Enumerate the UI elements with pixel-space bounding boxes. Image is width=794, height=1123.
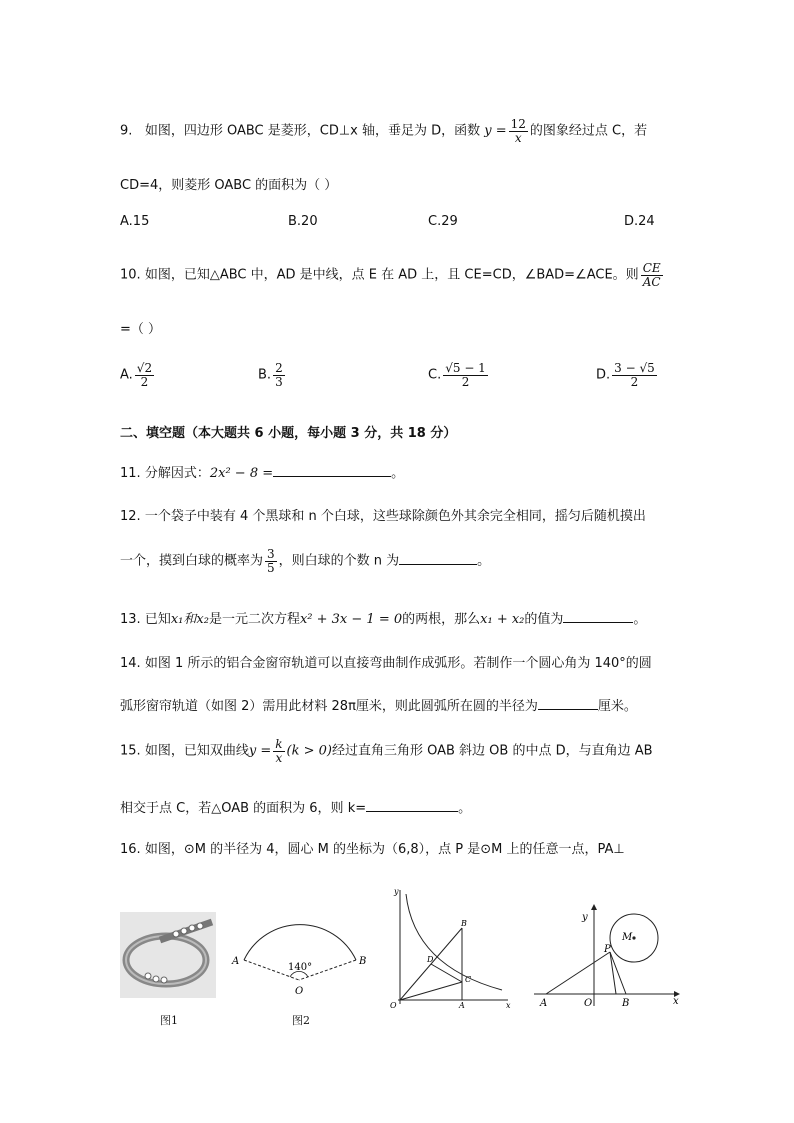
q11-expression: 2x² − 8 = bbox=[209, 466, 274, 481]
q15-answer-blank[interactable] bbox=[366, 799, 458, 812]
q13-text-d: 的值为 bbox=[524, 612, 564, 627]
q9-option-b: B.20 bbox=[288, 214, 318, 229]
q9-frac-num: 12 bbox=[510, 117, 526, 131]
section-heading: 二、填空题（本大题共 6 小题，每小题 3 分，共 18 分） bbox=[120, 426, 457, 441]
q9-line1 bbox=[120, 118, 647, 144]
figure3-label-D: D bbox=[427, 955, 434, 964]
figure3-label-C: C bbox=[465, 975, 472, 984]
q10-opt-c-label: C. bbox=[428, 367, 442, 383]
figure4-x-axis-label: x bbox=[673, 996, 679, 1007]
q14-text-line1: 如图 1 所示的铝合金窗帘轨道可以直接弯曲制作成弧形。若制作一个圆心角为 140°的圆 bbox=[144, 656, 652, 671]
figure4-y-axis-label: y bbox=[582, 912, 588, 923]
q9-fraction bbox=[509, 118, 528, 144]
figure3-label-O: O bbox=[390, 1001, 397, 1010]
q10-opt-c-den: 2 bbox=[461, 374, 470, 389]
q12-answer-blank[interactable] bbox=[399, 552, 477, 565]
q14-end: 厘米。 bbox=[597, 699, 637, 714]
q11 bbox=[120, 462, 404, 481]
figure4-label-O: O bbox=[584, 998, 593, 1009]
q12-number: 12. bbox=[120, 509, 141, 524]
q10-opt-a-num: √2 bbox=[136, 361, 153, 375]
q12-text-b: ，则白球的个数 n 为 bbox=[278, 553, 400, 569]
figure2-angle-label: 140° bbox=[288, 962, 313, 973]
q15-condition: (k > 0) bbox=[286, 743, 332, 759]
figure1-caption: 图1 bbox=[160, 1014, 178, 1027]
q13-number: 13. bbox=[120, 612, 141, 627]
q13 bbox=[120, 608, 646, 627]
q15-number: 15. bbox=[120, 743, 141, 759]
q14-number: 14. bbox=[120, 656, 141, 671]
q9-number: 9. bbox=[120, 123, 133, 139]
figure3-x-axis-label: x bbox=[506, 1001, 511, 1010]
q10-opt-d-den: 2 bbox=[630, 374, 639, 389]
q10-option-b bbox=[258, 362, 287, 388]
q10-opt-d-label: D. bbox=[596, 367, 611, 383]
figure4-label-A: A bbox=[540, 998, 548, 1009]
q9-text-b: 的图象经过点 C，若 bbox=[529, 123, 648, 139]
q12-text-line1: 一个袋子中装有 4 个黑球和 n 个白球，这些球除颜色外其余完全相同，摇匀后随机摸出 bbox=[144, 509, 646, 524]
figure1-curtain-rail-photo bbox=[120, 912, 216, 998]
q11-answer-blank[interactable] bbox=[273, 464, 391, 477]
figure2-label-A: A bbox=[232, 956, 240, 967]
q12-end: 。 bbox=[477, 553, 491, 569]
q9-line2: CD=4，则菱形 OABC 的面积为（ ） bbox=[120, 178, 338, 193]
q10-frac-den: AC bbox=[642, 274, 661, 289]
q14-line1 bbox=[120, 652, 652, 671]
figure3-hyperbola-diagram bbox=[376, 886, 516, 1010]
q10-opt-b-num: 2 bbox=[275, 361, 283, 375]
q9-frac-den: x bbox=[514, 130, 522, 145]
q11-text: 分解因式： bbox=[144, 466, 210, 481]
q11-end: 。 bbox=[391, 466, 405, 481]
q15-text-a: 如图，已知双曲线 bbox=[144, 743, 249, 759]
q12-frac-num: 3 bbox=[267, 547, 275, 561]
q12-line1 bbox=[120, 505, 646, 524]
q15-end: 。 bbox=[458, 801, 472, 816]
figure3-y-axis-label: y bbox=[394, 887, 399, 896]
q10-opt-a-label: A. bbox=[120, 367, 133, 383]
q13-end: 。 bbox=[633, 612, 647, 627]
q13-text-b: 是一元二次方程 bbox=[208, 612, 300, 627]
q13-sum: x₁ + x₂ bbox=[480, 612, 525, 627]
q10-option-a bbox=[120, 362, 156, 388]
q10-opt-d-num: 3 − √5 bbox=[614, 361, 655, 375]
q10-option-d bbox=[596, 362, 659, 388]
figure4-label-B: B bbox=[622, 998, 630, 1009]
q13-equation: x² + 3x − 1 = 0 bbox=[299, 612, 403, 627]
q11-number: 11. bbox=[120, 466, 141, 481]
figure4-label-M: M bbox=[622, 932, 633, 943]
q13-roots: x₁和x₂ bbox=[170, 612, 209, 627]
figure2-arc-diagram bbox=[226, 912, 374, 998]
q9-option-a: A.15 bbox=[120, 214, 150, 229]
q15-line2-text: 相交于点 C，若△OAB 的面积为 6，则 k= bbox=[120, 801, 367, 816]
q14-answer-blank[interactable] bbox=[538, 697, 598, 710]
q15-func-lhs: y = bbox=[248, 743, 272, 759]
q10-opt-b-den: 3 bbox=[275, 374, 283, 389]
q13-text-a: 已知 bbox=[144, 612, 171, 627]
q10-opt-b-label: B. bbox=[258, 367, 272, 383]
q16-line1 bbox=[120, 838, 625, 857]
q16-number: 16. bbox=[120, 842, 141, 857]
q15-line1 bbox=[120, 738, 653, 764]
q9-func-lhs: y = bbox=[484, 123, 507, 139]
figure4-label-P: P bbox=[604, 944, 611, 955]
q10-option-c bbox=[428, 362, 490, 388]
q12-line2 bbox=[120, 548, 490, 574]
figure3-label-B: B bbox=[461, 919, 467, 928]
figure2-caption: 图2 bbox=[292, 1014, 310, 1027]
q10-text-a: 如图，已知△ABC 中，AD 是中线，点 E 在 AD 上，且 CE=CD，∠BAD=∠ACE。则 bbox=[144, 267, 639, 283]
q15-frac-num: k bbox=[275, 737, 283, 751]
q9-text-a: 如图，四边形 OABC 是菱形，CD⊥x 轴，垂足为 D，函数 bbox=[144, 123, 481, 139]
q9-option-c: C.29 bbox=[428, 214, 458, 229]
q9-option-d: D.24 bbox=[624, 214, 655, 229]
q15-frac-den: x bbox=[275, 750, 283, 765]
q12-text-a: 一个，摸到白球的概率为 bbox=[120, 553, 264, 569]
figure4-circle-diagram bbox=[530, 900, 682, 1010]
q10-opt-c-num: √5 − 1 bbox=[445, 361, 486, 375]
q16-text: 如图，⊙M 的半径为 4，圆心 M 的坐标为（6,8），点 P 是⊙M 上的任意一点，PA⊥ bbox=[144, 842, 625, 857]
q13-text-c: 的两根，那么 bbox=[402, 612, 481, 627]
q10-line1 bbox=[120, 262, 665, 288]
figure2-label-B: B bbox=[359, 956, 367, 967]
q10-line2: =（ ） bbox=[120, 322, 162, 337]
figure2-label-O: O bbox=[295, 986, 304, 997]
q12-frac-den: 5 bbox=[267, 560, 275, 575]
q14-line2 bbox=[120, 695, 637, 714]
q13-answer-blank[interactable] bbox=[563, 610, 633, 623]
q14-text-a: 弧形窗帘轨道（如图 2）需用此材料 28π厘米，则此圆弧所在圆的半径为 bbox=[120, 699, 538, 714]
figure3-label-A: A bbox=[459, 1001, 465, 1010]
q15-line2 bbox=[120, 797, 471, 816]
q10-fraction bbox=[641, 262, 663, 288]
q15-text-b: 经过直角三角形 OAB 斜边 OB 的中点 D，与直角边 AB bbox=[331, 743, 653, 759]
q10-frac-num: CE bbox=[642, 261, 661, 275]
q10-number: 10. bbox=[120, 267, 141, 283]
q10-opt-a-den: 2 bbox=[140, 374, 149, 389]
